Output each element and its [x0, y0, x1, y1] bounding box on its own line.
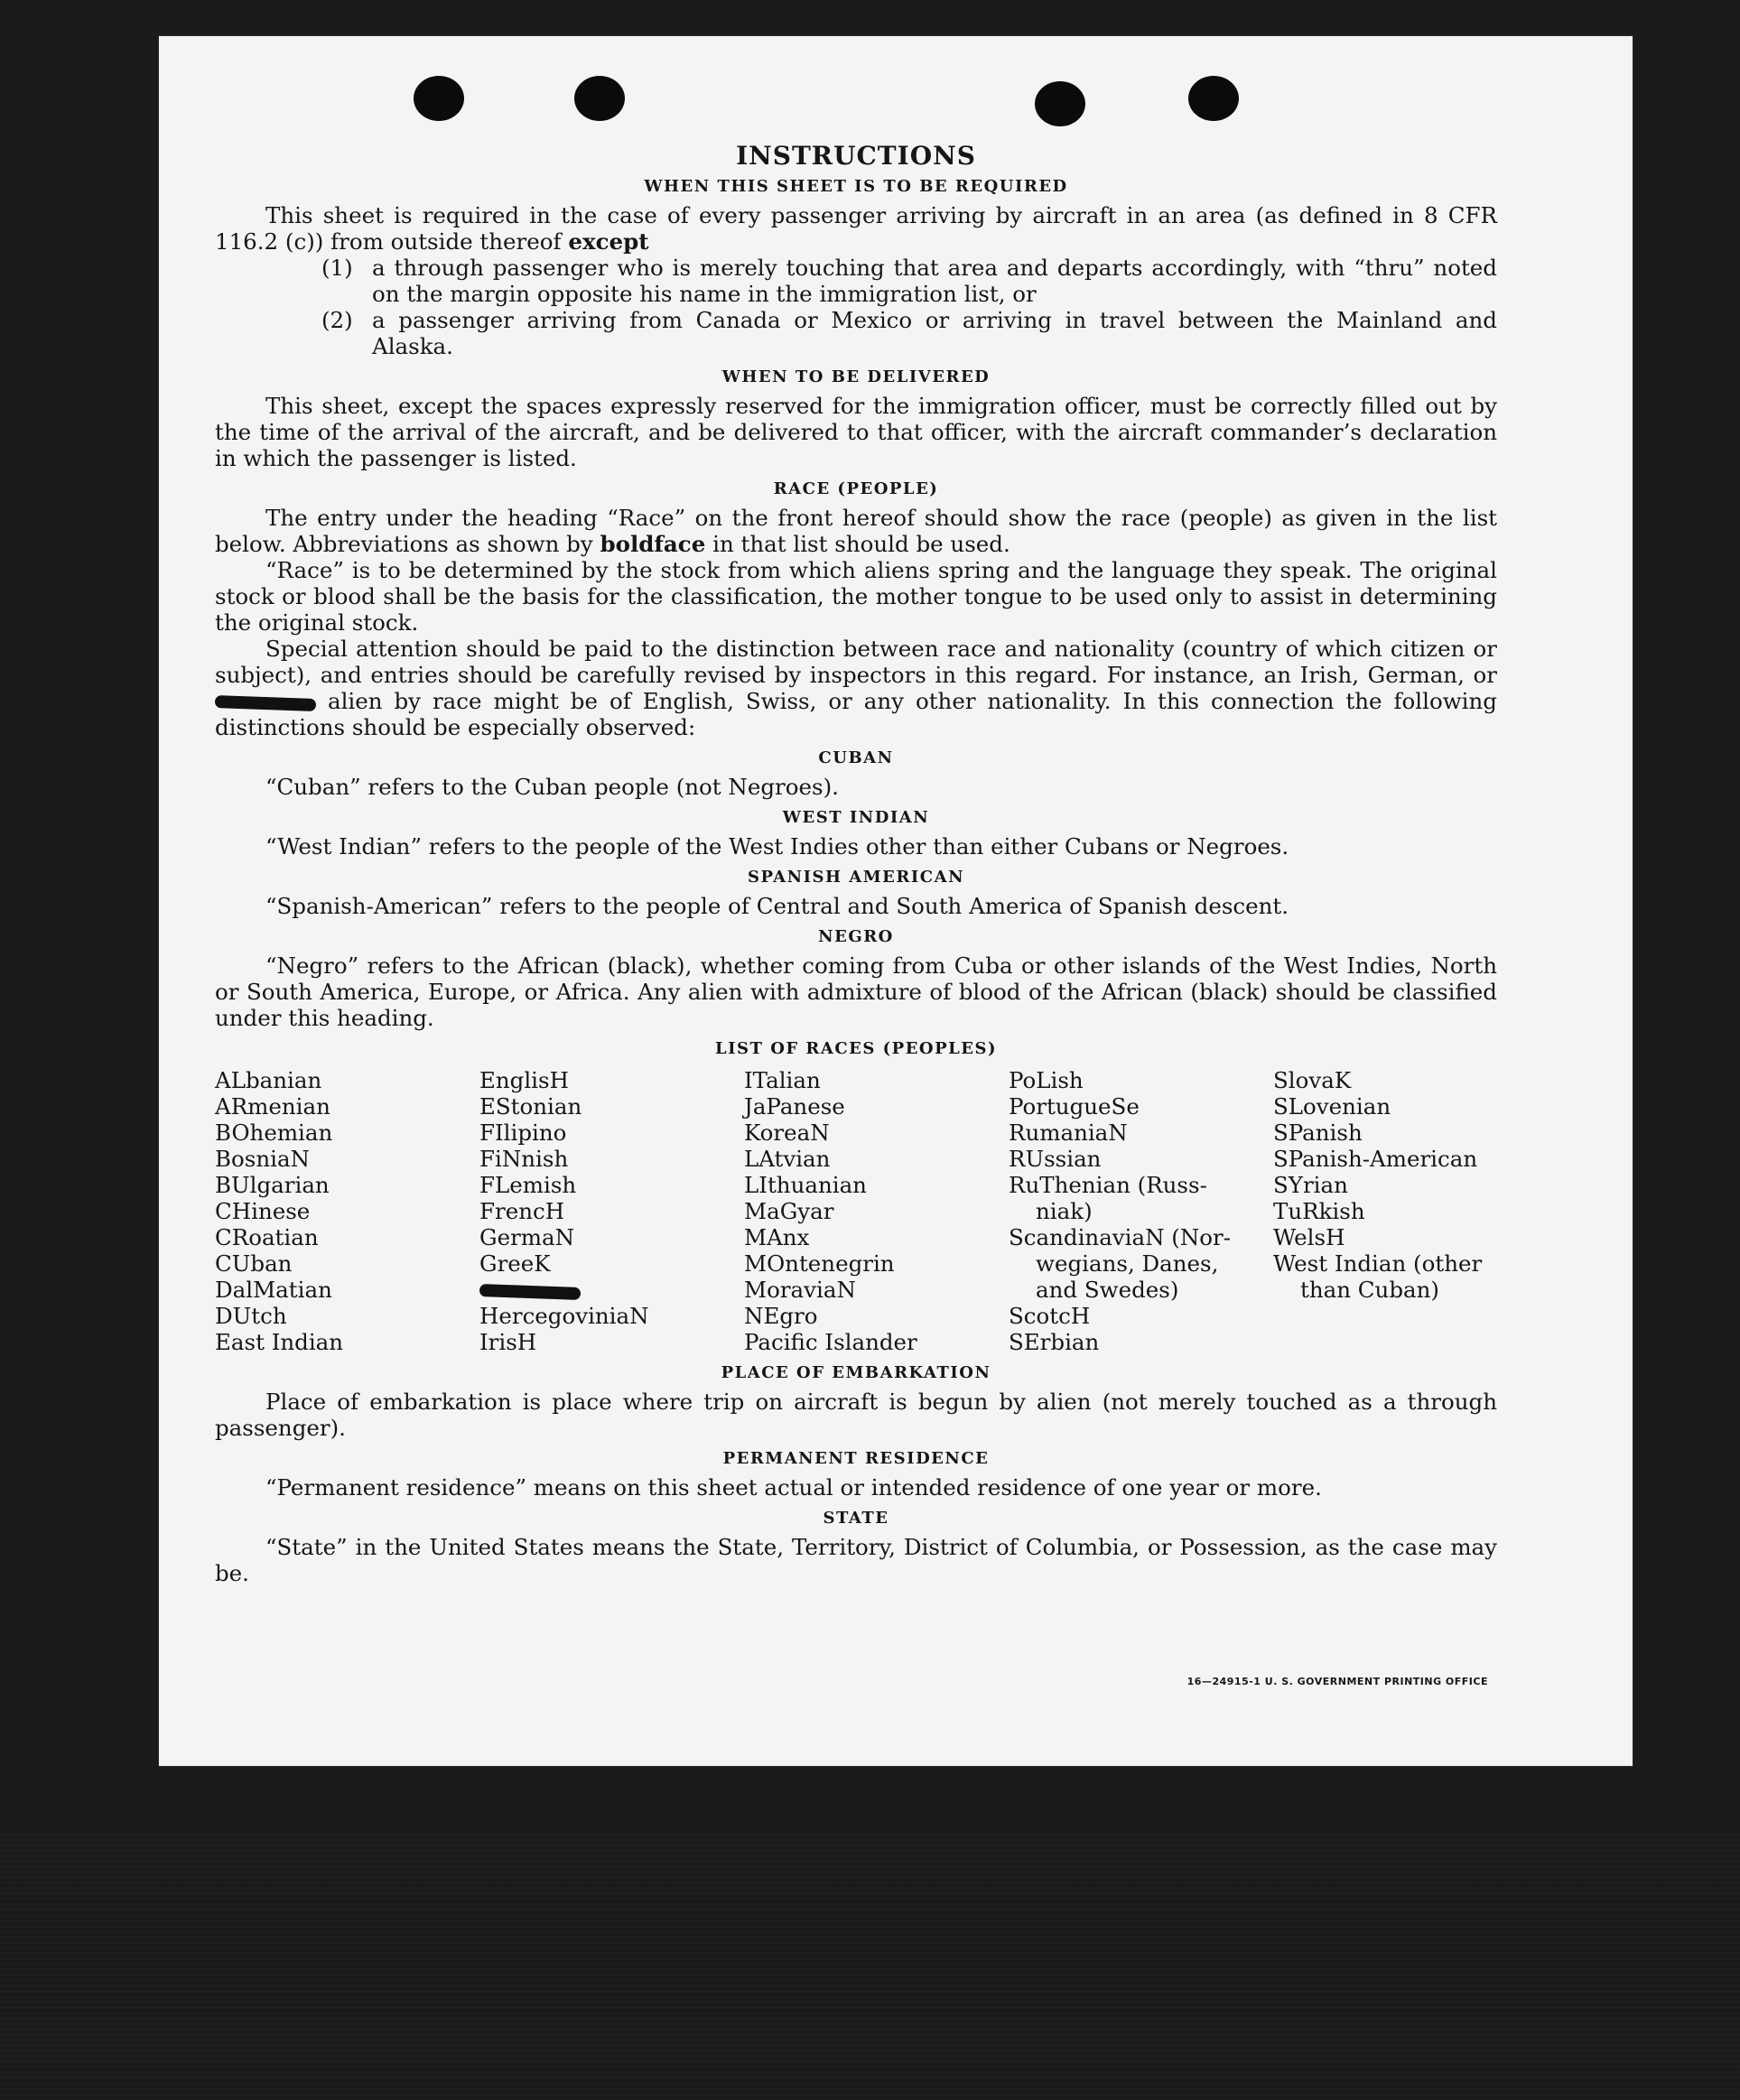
section-heading-residence: PERMANENT RESIDENCE: [722, 1449, 990, 1468]
section-heading-west-indian: WEST INDIAN: [782, 808, 930, 827]
residence-text: “Permanent residence” means on this sheet actual or intended residence of one year or more.: [265, 1474, 1322, 1501]
list-item: (1) a through passenger who is merely touching that area and departs accordingly, with “thru” noted on the margin opposite his name in the immigration list, or: [321, 255, 1497, 307]
punch-hole: [1188, 76, 1239, 121]
cuban-text: “Cuban” refers to the Cuban people (not Negroes).: [265, 774, 839, 800]
section-heading-state: STATE: [823, 1509, 889, 1528]
punch-hole: [1035, 81, 1085, 126]
punch-hole: [574, 76, 625, 121]
races-column-3: ITalian JaPanese KoreaN LAtvian LIthuanian MaGyar MAnx MOntenegrin MoraviaN NEgro Pacific Islander: [744, 1067, 917, 1355]
list-item: (2) a passenger arriving from Canada or Mexico or arriving in travel between the Mainland and Alaska.: [321, 307, 1497, 359]
redaction-mark: [479, 1277, 744, 1303]
west-indian-text: “West Indian” refers to the people of the West Indies other than either Cubans or Negroes.: [265, 833, 1289, 860]
instructions-body: [215, 143, 1497, 1586]
section-heading-embarkation: PLACE OF EMBARKATION: [721, 1363, 991, 1382]
section-heading-cuban: CUBAN: [818, 748, 894, 767]
races-column-5: SlovaK SLovenian SPanish SPanish-American SYrian TuRkish WelsH West Indian (other than Cuban): [1273, 1067, 1483, 1303]
embarkation-text: Place of embarkation is place where trip on aircraft is begun by alien (not merely touched as a through passenger).: [215, 1389, 1497, 1441]
section-heading-race: RACE (PEOPLE): [773, 479, 939, 498]
required-intro: This sheet is required in the case of every passenger arriving by aircraft in an area (as defined in 8 CFR 116.2 (c)) from outside thereof except: [215, 202, 1497, 255]
document-sheet: [159, 36, 1633, 1766]
scan-background: [0, 1829, 1740, 2100]
section-heading-spanish-american: SPANISH AMERICAN: [747, 868, 965, 887]
races-column-1: ALbanian ARmenian BOhemian BosniaN BUlgarian CHinese CRoatian CUban DalMatian DUtch East Indian: [215, 1067, 344, 1355]
races-column-2: EnglisH EStonian FIlipino FiNnish FLemish FrencH GermaN GreeK HercegoviniaN IrisH: [479, 1067, 744, 1355]
punch-hole: [414, 76, 464, 121]
race-paragraph-3: Special attention should be paid to the distinction between race and nationality (country of which citizen or subject), and entries should be carefully revised by inspectors in this regard. For instance, an Irish, German, or alien by race might be of English, Swiss, or any other nationality. In this connection the following distinctions should be especially observed:: [215, 636, 1497, 740]
section-heading-required: WHEN THIS SHEET IS TO BE REQUIRED: [644, 177, 1068, 196]
races-column-4: PoLish PortugueSe RumaniaN RUssian RuThenian (Russ- niak) ScandinaviaN (Nor- wegians, Danes, and Swedes) ScotcH SErbian: [1009, 1067, 1232, 1355]
state-text: “State” in the United States means the State, Territory, District of Columbia, or Possession, as the case may be.: [215, 1534, 1497, 1586]
section-heading-negro: NEGRO: [818, 927, 894, 946]
races-list: [215, 1067, 1497, 1355]
delivered-text: This sheet, except the spaces expressly reserved for the immigration officer, must be correctly filled out by the time of the arrival of the aircraft, and be delivered to that officer, with the aircraft commander’s declaration in which the passenger is listed.: [215, 393, 1497, 471]
section-heading-races: LIST OF RACES (PEOPLES): [714, 1039, 998, 1058]
race-paragraph-1: The entry under the heading “Race” on the front hereof should show the race (people) as given in the list below. Abbreviations as shown by boldface in that list should be used.: [215, 505, 1497, 557]
redaction-mark: [215, 695, 316, 711]
section-heading-delivered: WHEN TO BE DELIVERED: [721, 367, 991, 386]
race-paragraph-2: “Race” is to be determined by the stock from which aliens spring and the language they speak. The original stock or blood shall be the basis for the classification, the mother tongue to be used only to assist in determining the original stock.: [215, 557, 1497, 636]
page-title: INSTRUCTIONS: [736, 141, 976, 171]
negro-text: “Negro” refers to the African (black), whether coming from Cuba or other islands of the West Indies, North or South America, Europe, or Africa. Any alien with admixture of blood of the African (black) should be classified under this heading.: [215, 952, 1497, 1031]
spanish-american-text: “Spanish-American” refers to the people of Central and South America of Spanish descent.: [265, 893, 1289, 919]
printer-footer: 16—24915-1 U. S. GOVERNMENT PRINTING OFFICE: [1186, 1676, 1488, 1687]
